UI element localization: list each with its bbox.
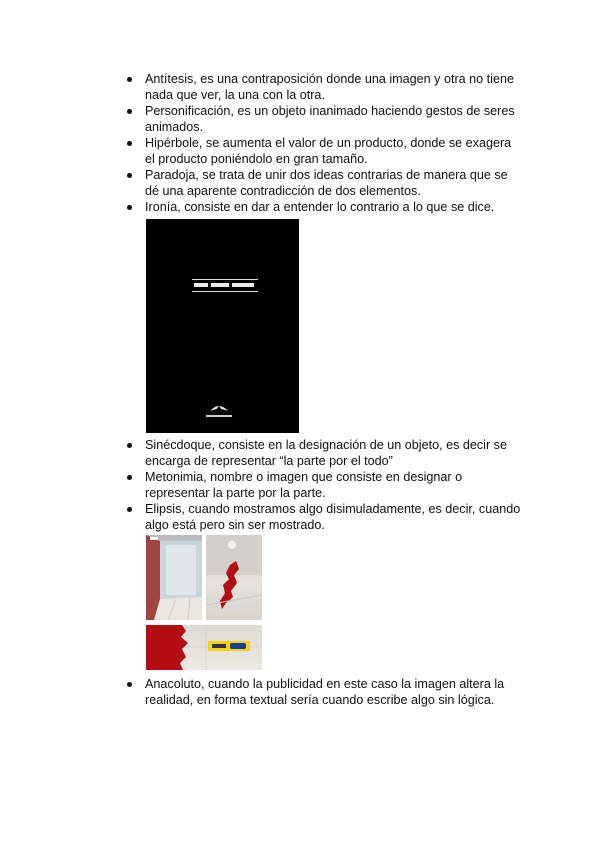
list-item-sinecdoque (127, 437, 522, 469)
irony-poster-image (146, 219, 299, 433)
poster-wordmark (192, 279, 258, 292)
ellipsis-photo-stain-label (146, 625, 262, 670)
bullet (127, 682, 132, 687)
list-item-text: Personificación, es un objeto inanimado haciendo gestos de seres animados. (145, 104, 515, 134)
figures-list-top (127, 71, 522, 215)
bullet (127, 77, 132, 82)
list-item-text: Sinécdoque, consiste en la designación de un objeto, es decir se encarga de representar “la parte por el todo” (145, 438, 507, 468)
list-item-text: Hipérbole, se aumenta el valor de un producto, donde se exagera el producto poniéndolo en gran tamaño. (145, 136, 512, 166)
list-item-text: Paradoja, se trata de unir dos ideas contrarias de manera que se dé una aparente contradicción de dos elementos. (145, 168, 508, 198)
list-item-text: Ironía, consiste en dar a entender lo contrario a lo que se dice. (145, 200, 495, 214)
figures-list-middle (127, 437, 522, 533)
list-item-text: Elipsis, cuando mostramos algo disimuladamente, es decir, cuando algo está pero sin ser mostrado. (145, 502, 521, 532)
ellipsis-photo-corridor (146, 535, 202, 620)
bullet (127, 507, 132, 512)
bullet (127, 109, 132, 114)
bullet (127, 443, 132, 448)
bullet (127, 141, 132, 146)
list-item-text: Metonimia, nombre o imagen que consiste en designar o representar la parte por la parte. (145, 470, 463, 500)
list-item-anacoluto (127, 676, 522, 708)
bullet (127, 173, 132, 178)
list-item-text: Anacoluto, cuando la publicidad en este caso la imagen altera la realidad, en forma textual sería cuando escribe algo sin lógica. (145, 677, 505, 707)
list-item-personificacion (127, 103, 522, 135)
ellipsis-photo-red-stain (206, 535, 262, 620)
list-item-metonimia (127, 469, 522, 501)
list-item-paradoja (127, 167, 522, 199)
bullet (127, 205, 132, 210)
list-item-elipsis (127, 501, 522, 533)
poster-logo (202, 399, 236, 421)
list-item-ironia (127, 199, 522, 215)
bullet (127, 475, 132, 480)
list-item-text: Antítesis, es una contraposición donde una imagen y otra no tiene nada que ver, la una con la otra. (145, 72, 514, 102)
list-item-antitesis (127, 71, 522, 103)
list-item-hiperbole (127, 135, 522, 167)
figures-list-bottom (127, 676, 522, 708)
